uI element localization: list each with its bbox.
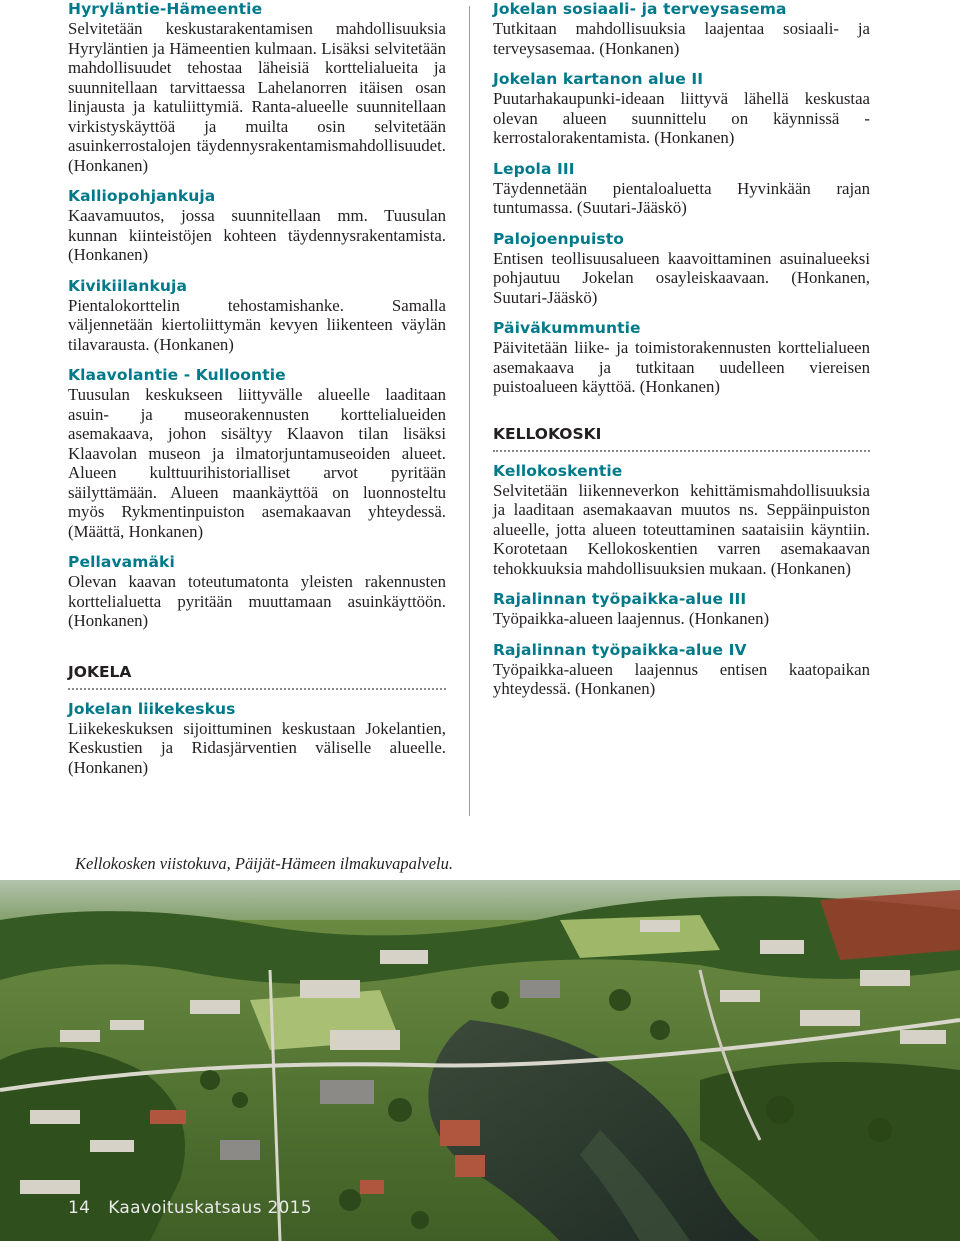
entry-text: Puutarhakaupunki-ideaan liittyvä lähellä keskustaa olevan alueen suunnittelu on käynnissä - kerrostalorakentamista. (Honkanen) <box>493 89 870 147</box>
entry-palojoenpuisto <box>493 230 870 308</box>
entry-kellokoskentie <box>493 462 870 579</box>
entry-title: Kellokoskentie <box>493 461 623 480</box>
entry-title: Pellavamäki <box>68 553 175 571</box>
entry-title: Rajalinnan työpaikka-alue III <box>493 590 747 608</box>
entry-text: Työpaikka-alueen laajennus. (Honkanen) <box>493 609 770 628</box>
entry-text: Olevan kaavan toteutumatonta yleisten rakennusten korttelialuetta pyritään muuttamaan asuinkäyttöön. (Honkanen) <box>68 572 446 630</box>
entry-text: Pientalokorttelin tehostamishanke. Samalla väljennetään kiertoliittymän kevyen liikenteen väylän tilavarausta. (Honkanen) <box>68 295 446 354</box>
entry-text: Täydennetään pientaloaluetta Hyvinkään rajan tuntumassa. (Suutari-Jääskö) <box>493 178 870 217</box>
entry-jokelan-liikekeskus <box>68 700 446 778</box>
entry-text: Liikekeskuksen sijoittuminen keskustaan Jokelantien, Keskustien ja Ridasjärventien väliselle alueelle. (Honkanen) <box>68 718 446 777</box>
entry-text: Entisen teollisuusalueen kaavoittaminen asuinalueeksi pohjautuu Jokelan osayleiskaavaan. (Honkanen, Suutari-Jääskö) <box>493 248 870 307</box>
entry-title: Kivikiilankuja <box>68 276 187 295</box>
section-heading-jokela: JOKELA <box>68 663 446 690</box>
entry-text: Työpaikka-alueen laajennus entisen kaatopaikan yhteydessä. (Honkanen) <box>493 659 870 698</box>
entry-paivakummuntie <box>493 319 870 397</box>
entry-rajalinna-iv <box>493 641 870 699</box>
entry-title: Lepola III <box>493 159 575 178</box>
page-footer <box>68 1198 312 1218</box>
entry-klaavolantie-kulloontie <box>68 366 446 541</box>
publication-title: Kaavoituskatsaus 2015 <box>108 1198 312 1218</box>
entry-title: Jokelan liikekeskus <box>68 699 236 718</box>
entry-text: Päivitetään liike- ja toimistorakennusten korttelialueen asemakaava ja tutkitaan uudelleen viereisen puistoalueen käyttöä. (Honkanen) <box>493 338 870 396</box>
entry-hyrylantie-hameentie <box>68 0 446 175</box>
entry-pellavamaki <box>68 553 446 631</box>
aerial-photo-illustration <box>0 880 960 1241</box>
entry-title: Kalliopohjankuja <box>68 187 216 205</box>
entry-text: Kaavamuutos, jossa suunnitellaan mm. Tuusulan kunnan kiinteistöjen kohteen täydennysrakentamista. (Honkanen) <box>68 206 446 264</box>
page-number: 14 <box>68 1198 91 1218</box>
entry-kivikiilankuja <box>68 277 446 355</box>
entry-kalliopohjankuja <box>68 187 446 265</box>
entry-text: Selvitetään liikenneverkon kehittämismahdollisuuksia ja laaditaan asemakaavan muutos ns. Seppäinpuiston alueelle, jotta alueen toteuttaminen saataisiin käyntiin. Korotetaan Kellokoskentien varren asemakaavan tehokkuuksia mahdollisuuksien mukaan. (Honkanen) <box>493 480 870 578</box>
entry-text: Tuusulan keskukseen liittyvälle alueelle laaditaan asuin- ja museorakennusten korttelialueiden asemakaava, johon sisältyy Klaavon tilan lisäksi Klaavolan museon ja ilmatorjuntamuseoiden alueet. Alueen kulttuurihistorialliset arvot pyritään säilyttämään. Alueen maankäyttöä on luonnosteltu myös Rykmentinpuiston asemakaavan yhteydessä. (Määttä, Honkanen) <box>68 385 446 541</box>
entry-title: Päiväkummuntie <box>493 319 641 337</box>
entry-title: Hyryläntie-Hämeentie <box>68 0 263 18</box>
section-heading-kellokoski: KELLOKOSKI <box>493 425 870 452</box>
entry-text: Selvitetään keskustarakentamisen mahdollisuuksia Hyryläntien ja Hämeentien kulmaan. Lisäksi selvitetään mahdollisuudet tehostaa läheisiä korttelialueita ja suunnitellaan tarvittaessa Lahelanorren itäisen osan linjausta ja katuliittymiä. Ranta-alueelle suunnitellaan virkistyskäyttöä ja muilta osin selvitetään asuinkerrostalojen täydennysrakentamismahdollisuudet. (Honkanen) <box>68 19 446 175</box>
right-column <box>493 0 870 711</box>
left-column <box>68 0 446 789</box>
entry-title: Rajalinnan työpaikka-alue IV <box>493 640 747 659</box>
entry-title: Jokelan sosiaali- ja terveysasema <box>493 0 787 18</box>
photo-caption: Kellokosken viistokuva, Päijät-Hämeen ilmakuvapalvelu. <box>75 854 454 873</box>
entry-title: Klaavolantie - Kulloontie <box>68 366 286 384</box>
entry-jokelan-terveysasema <box>493 0 870 58</box>
entry-text: Tutkitaan mahdollisuuksia laajentaa sosiaali- ja terveysasemaa. (Honkanen) <box>493 19 870 58</box>
column-divider <box>469 6 470 816</box>
entry-title: Palojoenpuisto <box>493 229 625 248</box>
entry-rajalinna-iii <box>493 590 870 629</box>
entry-title: Jokelan kartanon alue II <box>493 70 704 88</box>
aerial-photo <box>0 880 960 1241</box>
entry-lepola-iii <box>493 160 870 218</box>
entry-jokelan-kartanon-alue <box>493 70 870 148</box>
